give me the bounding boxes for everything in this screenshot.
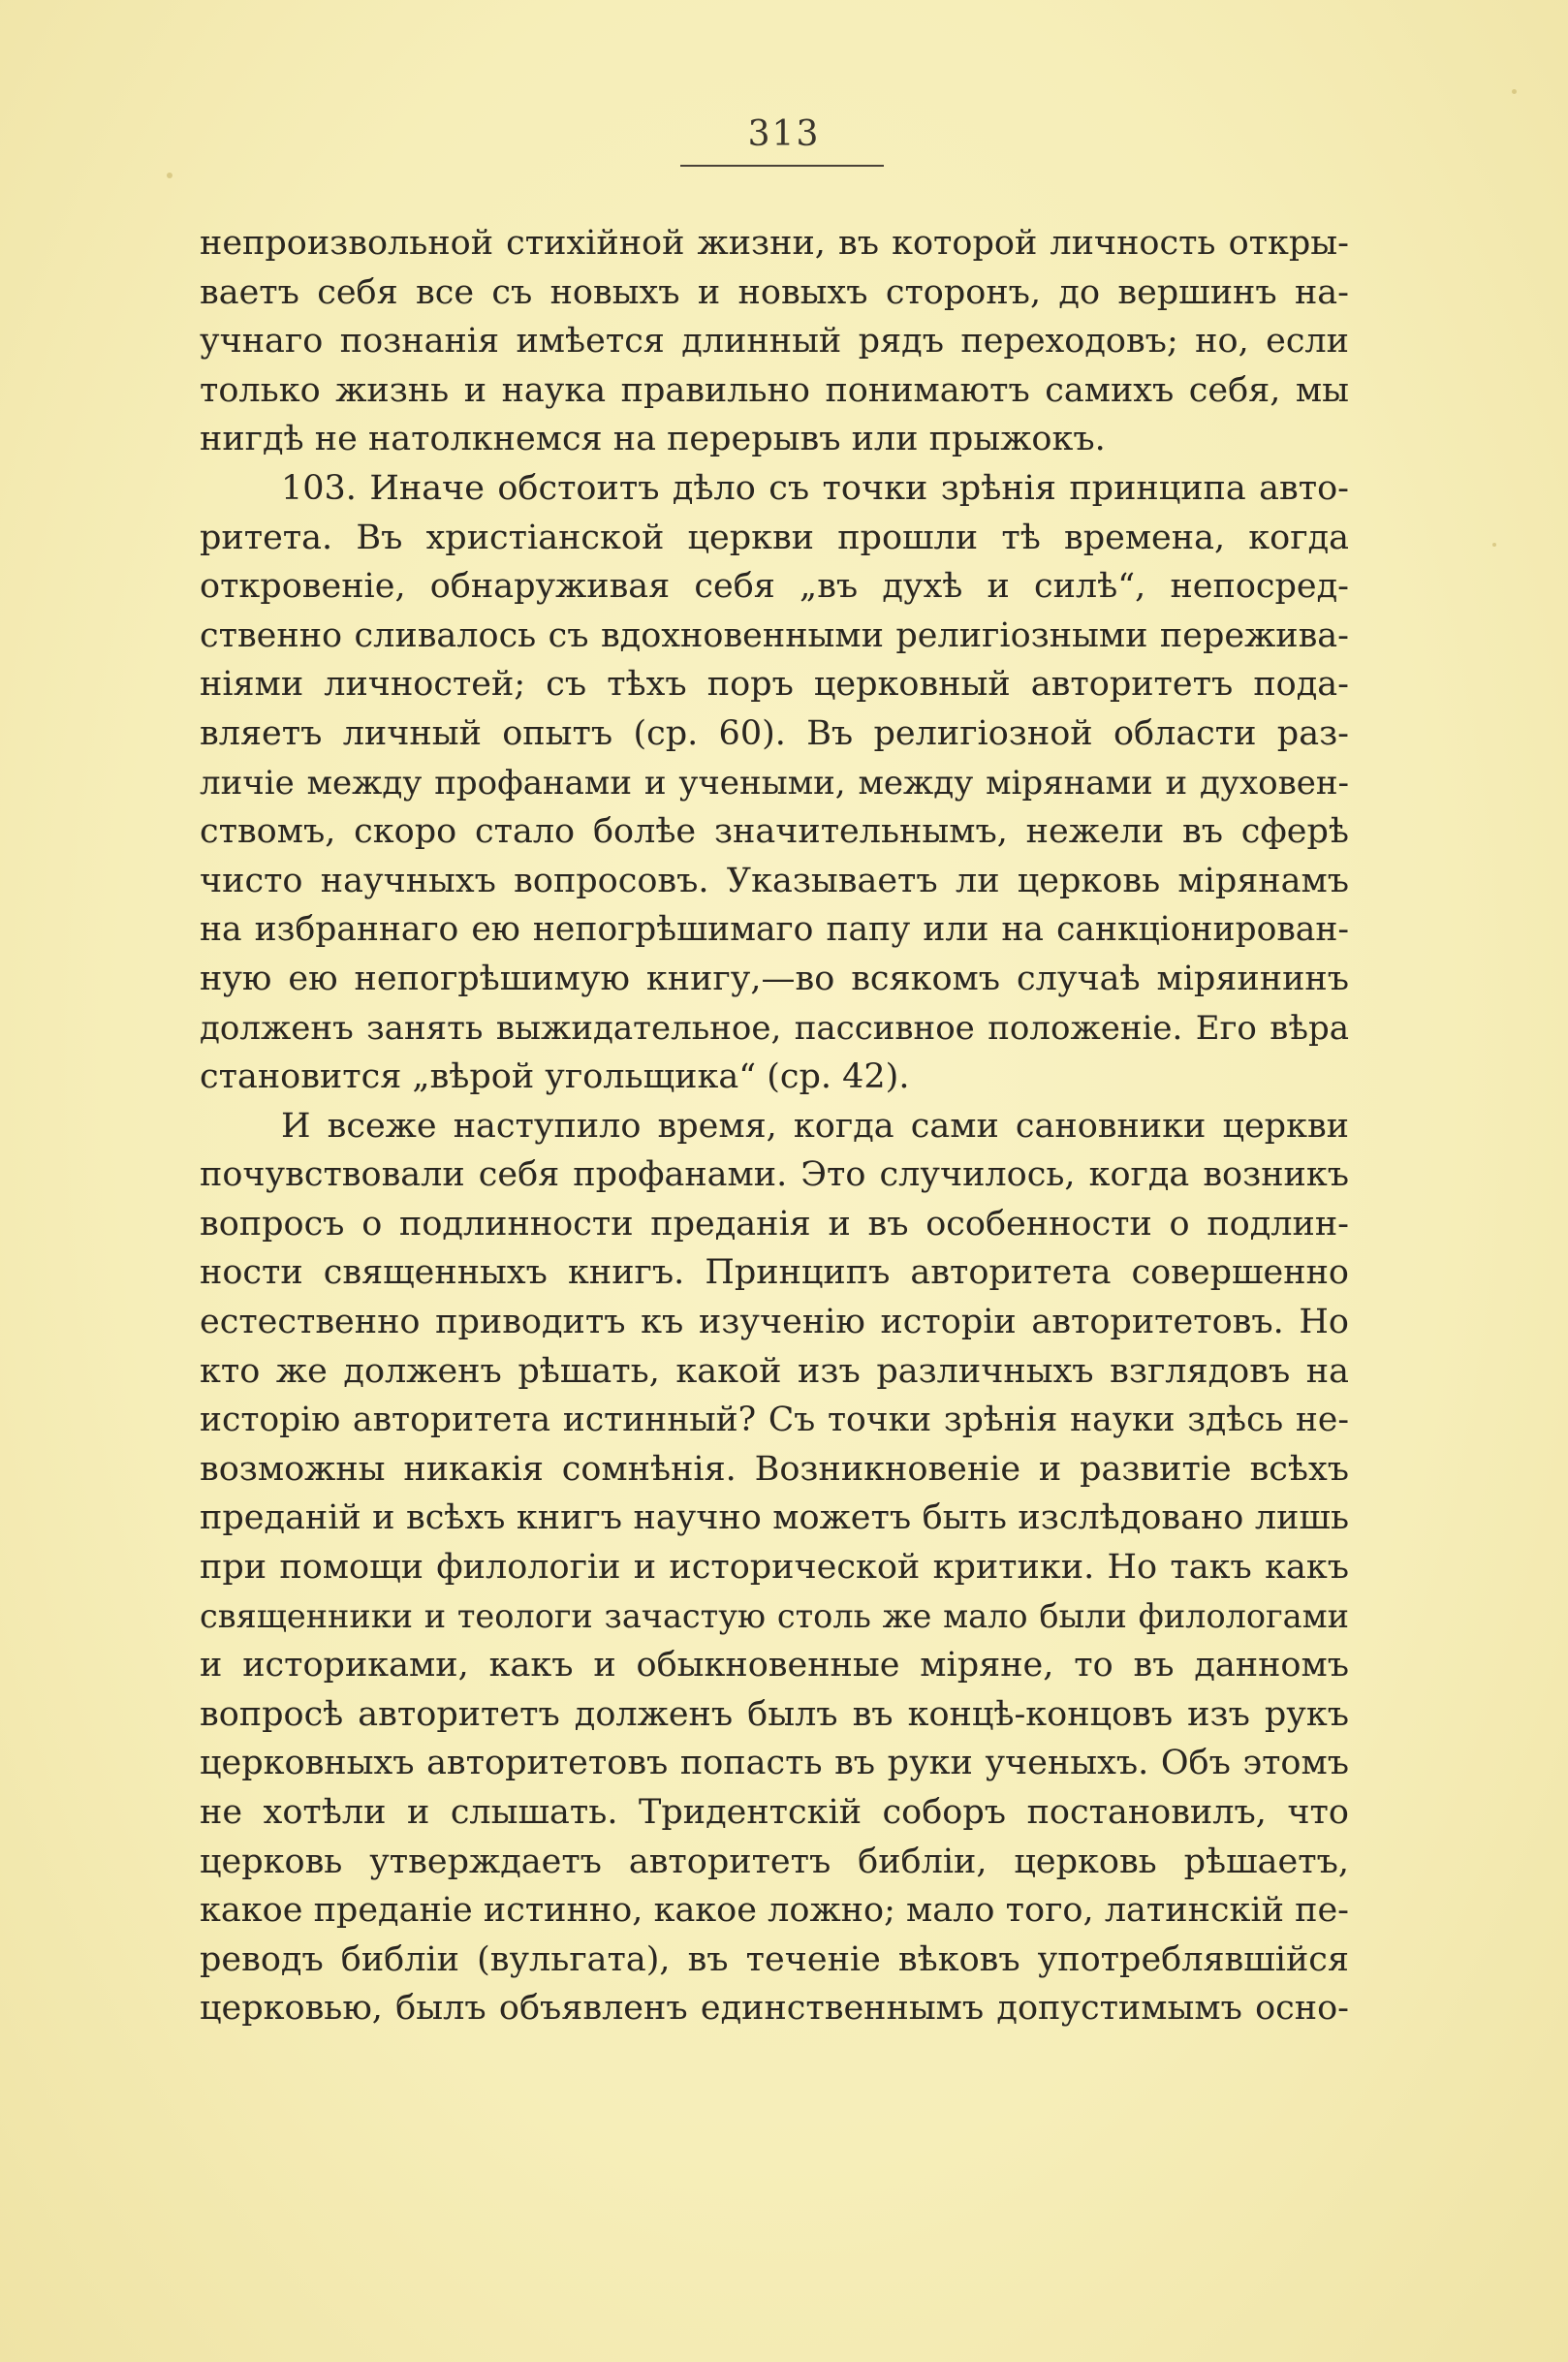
text-line: преданій и всѣхъ книгъ научно можетъ быть изслѣдовано лишь	[200, 1498, 1349, 1538]
text-line: церковью, былъ объявленъ единственнымъ допустимымъ осно-	[200, 1989, 1349, 2029]
text-line: личіе между профанами и учеными, между мірянами и духовен-	[200, 763, 1349, 803]
text-line: становится „вѣрой угольщика“ (ср. 42).	[200, 1057, 910, 1097]
body-text	[200, 219, 1349, 2033]
header-rule	[680, 165, 884, 167]
text-line: вопросѣ авторитетъ долженъ былъ въ концѣ-концовъ изъ рукъ	[200, 1694, 1349, 1734]
text-line: церковныхъ авторитетовъ попасть въ руки ученыхъ. Объ этомъ	[200, 1744, 1349, 1783]
text-line: вляетъ личный опытъ (ср. 60). Въ религіозной области раз-	[200, 713, 1349, 753]
text-line: ную ею непогрѣшимую книгу,—во всякомъ случаѣ міряининъ	[200, 959, 1349, 998]
text-line: непроизвольной стихійной жизни, въ которой личность откры-	[200, 224, 1349, 263]
text-line: откровеніе, обнаруживая себя „въ духѣ и силѣ“, непосред-	[200, 567, 1349, 607]
text-line: священники и теологи зачастую столь же мало были филологами	[200, 1596, 1349, 1635]
paper-speck	[1492, 543, 1496, 547]
paragraph-start-line: 103. Иначе обстоитъ дѣло съ точки зрѣнія принципа авто-	[281, 468, 1349, 508]
text-line: и историками, какъ и обыкновенные міряне, то въ данномъ	[200, 1646, 1349, 1685]
text-line: ности священныхъ книгъ. Принципъ авторитета совершенно	[200, 1253, 1349, 1293]
text-line: нигдѣ не натолкнемся на перерывъ или прыжокъ.	[200, 420, 1106, 459]
text-line: учнаго познанія имѣется длинный рядъ переходовъ; но, если	[200, 322, 1349, 362]
text-line: церковь утверждаетъ авторитетъ библіи, церковь рѣшаетъ,	[200, 1842, 1349, 1881]
text-line: чисто научныхъ вопросовъ. Указываетъ ли церковь мірянамъ	[200, 861, 1349, 900]
text-line: ритета. Въ христіанской церкви прошли тѣ времена, когда	[200, 518, 1349, 557]
text-line: исторію авторитета истинный? Съ точки зрѣнія науки здѣсь не-	[200, 1401, 1349, 1440]
text-line: реводъ библіи (вульгата), въ теченіе вѣковъ употреблявшійся	[200, 1939, 1349, 1979]
text-line: при помощи филологіи и исторической критики. Но такъ какъ	[200, 1548, 1349, 1588]
paper-speck	[167, 173, 172, 178]
paragraph-start-line: И всеже наступило время, когда сами сановники церкви	[281, 1106, 1349, 1146]
text-line: долженъ занять выжидательное, пассивное положеніе. Его вѣра	[200, 1008, 1349, 1048]
text-line: естественно приводитъ къ изученію исторіи авторитетовъ. Но	[200, 1303, 1349, 1342]
text-line: какое преданіе истинно, какое ложно; мало того, латинскій пе-	[200, 1891, 1349, 1931]
text-line: не хотѣли и слышать. Тридентскій соборъ постановилъ, что	[200, 1793, 1349, 1832]
text-line: кто же долженъ рѣшать, какой изъ различныхъ взглядовъ на	[200, 1351, 1349, 1391]
text-line: ваетъ себя все съ новыхъ и новыхъ сторонъ, до вершинъ на-	[200, 272, 1349, 312]
text-line: ніями личностей; съ тѣхъ поръ церковный авторитетъ пода-	[200, 665, 1349, 705]
text-line: ственно сливалось съ вдохновенными религіозными пережива-	[200, 615, 1349, 655]
text-line: ствомъ, скоро стало болѣе значительнымъ, нежели въ сферѣ	[200, 812, 1349, 852]
text-line: почувствовали себя профанами. Это случилось, когда возникъ	[200, 1155, 1349, 1195]
text-line: возможны никакія сомнѣнія. Возникновеніе и развитіе всѣхъ	[200, 1449, 1349, 1489]
text-line: вопросъ о подлинности преданія и въ особенности о подлин-	[200, 1204, 1349, 1244]
text-line: только жизнь и наука правильно понимаютъ самихъ себя, мы	[200, 370, 1349, 410]
page-number: 313	[747, 114, 821, 154]
paper-speck	[1512, 89, 1517, 94]
text-line: на избраннаго ею непогрѣшимаго папу или на санкціонирован-	[200, 910, 1349, 950]
